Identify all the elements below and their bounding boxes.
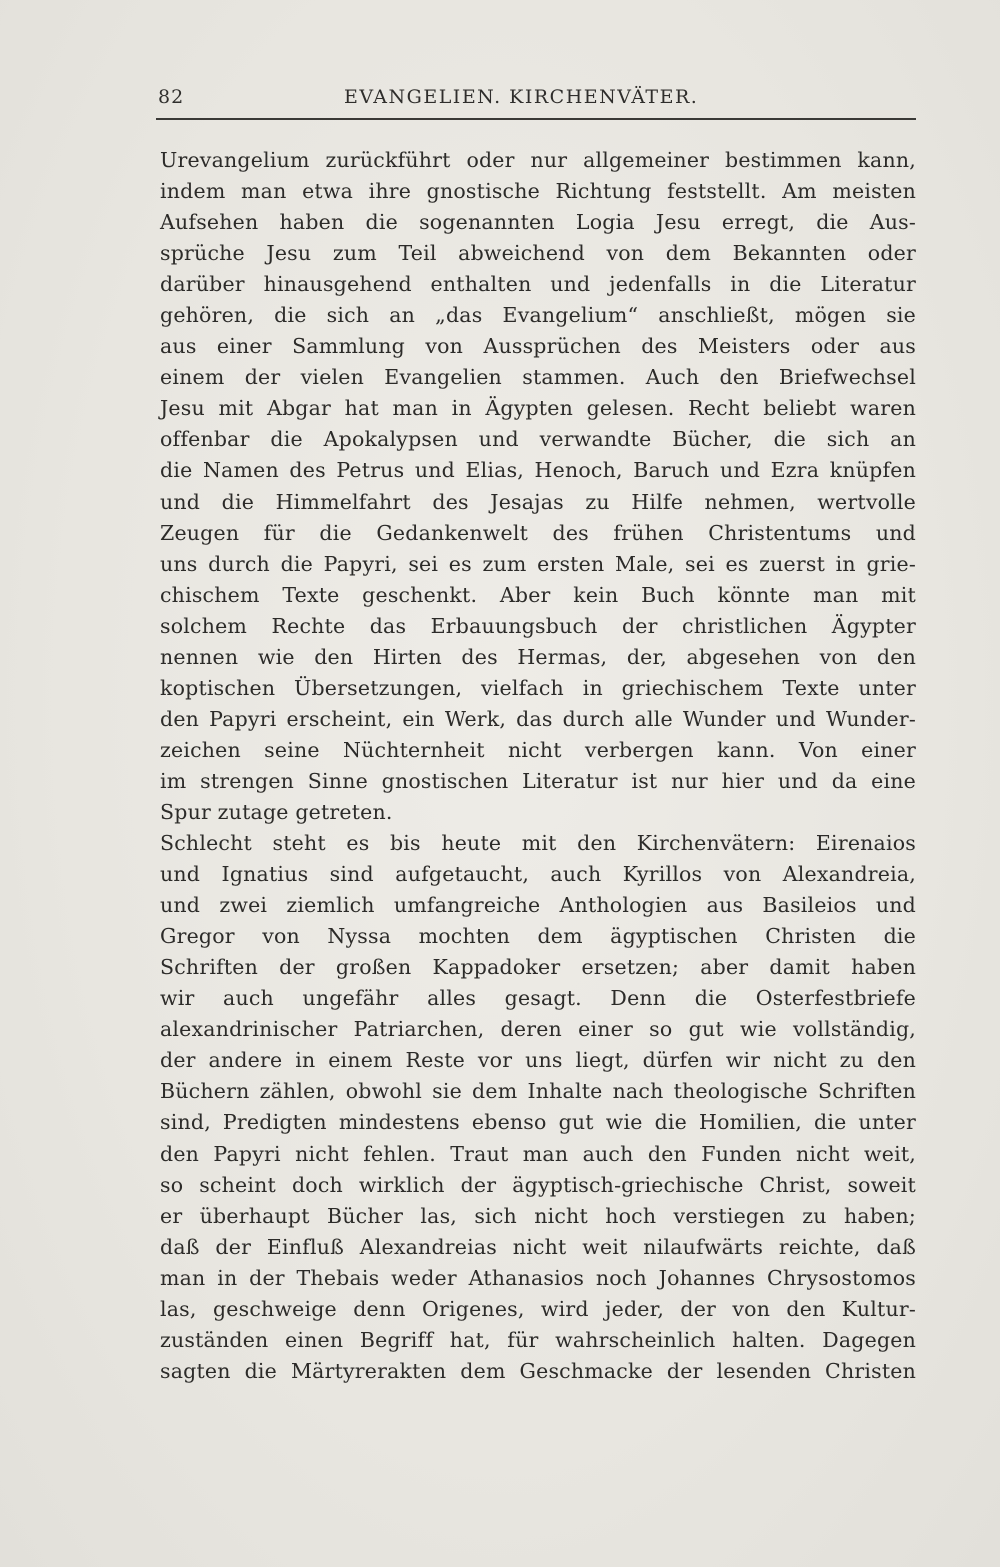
text-line: chischem Texte geschenkt. Aber kein Buch könnte man mit xyxy=(160,582,916,607)
text-line: im strengen Sinne gnostischen Literatur ist nur hier und da eine xyxy=(160,768,916,793)
text-line: offenbar die Apokalypsen und verwandte Bücher, die sich an xyxy=(160,427,916,452)
text-line: Spur zutage getreten. xyxy=(160,799,393,824)
body-text xyxy=(160,145,916,1387)
text-line: Aufsehen haben die sogenannten Logia Jesu erregt, die Aus- xyxy=(160,210,916,235)
text-line: darüber hinausgehend enthalten und jedenfalls in die Literatur xyxy=(160,272,916,297)
text-line: Gregor von Nyssa mochten dem ägyptischen Christen die xyxy=(160,924,916,949)
text-line: Zeugen für die Gedankenwelt des frühen Christentums und xyxy=(160,520,916,545)
page-number: 82 xyxy=(158,86,185,108)
text-line: zuständen einen Begriff hat, für wahrscheinlich halten. Dagegen xyxy=(160,1327,916,1352)
text-line: die Namen des Petrus und Elias, Henoch, Baruch und Ezra knüpfen xyxy=(160,458,916,483)
text-line: der andere in einem Reste vor uns liegt, dürfen wir nicht zu den xyxy=(160,1048,916,1073)
text-line: einem der vielen Evangelien stammen. Auch den Briefwechsel xyxy=(160,365,916,390)
text-line: Jesu mit Abgar hat man in Ägypten gelesen. Recht beliebt waren xyxy=(160,396,916,421)
text-line: nennen wie den Hirten des Hermas, der, abgesehen von den xyxy=(160,644,916,669)
text-line: sagten die Märtyrerakten dem Geschmacke der lesenden Christen xyxy=(160,1358,916,1383)
text-line: und zwei ziemlich umfangreiche Anthologien aus Basileios und xyxy=(160,893,916,918)
running-head: EVANGELIEN. KIRCHENVÄTER. xyxy=(344,86,699,108)
text-line: las, geschweige denn Origenes, wird jeder, der von den Kultur- xyxy=(160,1296,916,1321)
text-line: Schlecht steht es bis heute mit den Kirchenvätern: Eirenaios xyxy=(160,831,916,856)
text-line: gehören, die sich an „das Evangelium“ anschließt, mögen sie xyxy=(160,303,916,328)
text-line: alexandrinischer Patriarchen, deren einer so gut wie vollständig, xyxy=(160,1017,916,1042)
text-line: man in der Thebais weder Athanasios noch Johannes Chrysostomos xyxy=(160,1265,916,1290)
text-line: aus einer Sammlung von Aussprüchen des Meisters oder aus xyxy=(160,334,916,359)
text-line: Urevangelium zurückführt oder nur allgemeiner bestimmen kann, xyxy=(160,148,916,172)
text-line: den Papyri nicht fehlen. Traut man auch den Funden nicht weit, xyxy=(160,1141,916,1166)
text-line: den Papyri erscheint, ein Werk, das durch alle Wunder und Wunder- xyxy=(160,706,916,731)
header-rule xyxy=(156,118,916,120)
page-header xyxy=(158,86,914,116)
text-line: indem man etwa ihre gnostische Richtung feststellt. Am meisten xyxy=(160,179,916,204)
text-line: koptischen Übersetzungen, vielfach in griechischem Texte unter xyxy=(160,675,916,700)
text-line: er überhaupt Bücher las, sich nicht hoch verstiegen zu haben; xyxy=(160,1203,916,1228)
text-line: uns durch die Papyri, sei es zum ersten Male, sei es zuerst in grie- xyxy=(160,551,916,576)
text-line: zeichen seine Nüchternheit nicht verbergen kann. Von einer xyxy=(160,737,916,762)
text-line: so scheint doch wirklich der ägyptisch-griechische Christ, soweit xyxy=(160,1172,916,1197)
text-line: Büchern zählen, obwohl sie dem Inhalte nach theologische Schriften xyxy=(160,1079,916,1104)
text-line: wir auch ungefähr alles gesagt. Denn die Osterfestbriefe xyxy=(160,986,916,1011)
text-line: Schriften der großen Kappadoker ersetzen; aber damit haben xyxy=(160,955,916,980)
text-line: und Ignatius sind aufgetaucht, auch Kyrillos von Alexandreia, xyxy=(160,862,916,887)
text-line: daß der Einfluß Alexandreias nicht weit nilaufwärts reichte, daß xyxy=(160,1234,916,1259)
text-line: und die Himmelfahrt des Jesajas zu Hilfe nehmen, wertvolle xyxy=(160,489,916,514)
text-line: sprüche Jesu zum Teil abweichend von dem Bekannten oder xyxy=(160,241,916,266)
text-line: sind, Predigten mindestens ebenso gut wie die Homilien, die unter xyxy=(160,1110,916,1135)
text-line: solchem Rechte das Erbauungsbuch der christlichen Ägypter xyxy=(160,613,916,638)
